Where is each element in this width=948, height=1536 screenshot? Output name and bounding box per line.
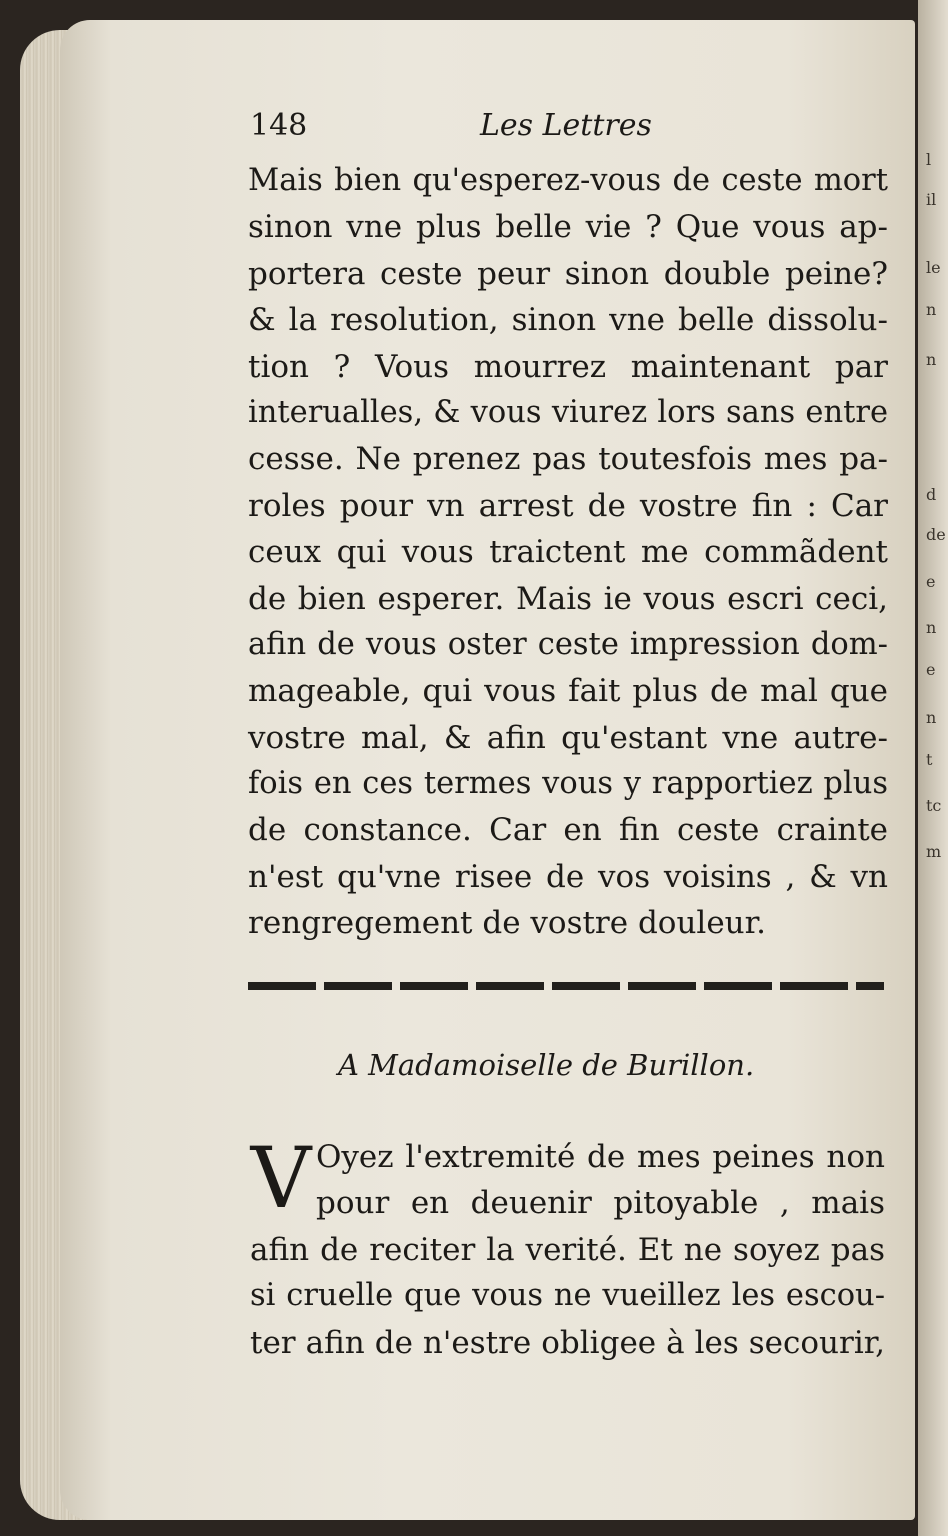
running-head <box>250 108 720 152</box>
text-line: vostre mal, & afin qu'estant vne autre- <box>248 719 888 756</box>
facing-fragment: e <box>926 572 936 591</box>
text-line: roles pour vn arrest de vostre fin : Car <box>248 487 888 524</box>
text-line: afin de vous oster ceste impression dom- <box>248 626 888 662</box>
facing-fragment: n <box>926 350 937 369</box>
text-line: de bien esperer. Mais ie vous escri ceci, <box>248 580 888 617</box>
facing-fragment: n <box>926 708 937 727</box>
facing-fragment: e <box>926 660 936 679</box>
section-divider-rule <box>248 982 884 990</box>
text-line: ceux qui vous traictent me commãdent <box>248 534 888 571</box>
text-line: afin de reciter la verité. Et ne soyez pas <box>250 1231 885 1268</box>
running-title: Les Lettres <box>480 108 652 143</box>
text-line: mageable, qui vous fait plus de mal que <box>248 673 888 710</box>
drop-cap: V <box>250 1129 312 1227</box>
text-line: interualles, & vous viurez lors sans entre <box>248 394 888 430</box>
facing-fragment: de <box>926 525 946 544</box>
text-line: & la resolution, sinon vne belle dissolu- <box>248 302 888 339</box>
letter-heading: A Madamoiselle de Burillon. <box>338 1048 755 1082</box>
page-number: 148 <box>250 108 308 143</box>
text-line: portera ceste peur sinon double peine? <box>248 255 888 292</box>
text-line: n'est qu'vne risee de vos voisins , & vn <box>248 858 888 895</box>
letter-text <box>250 1129 885 1366</box>
text-line: pour en deuenir pitoyable , mais <box>316 1185 885 1222</box>
text-line: Mais bien qu'esperez-vous de ceste mort <box>248 163 888 198</box>
body-text <box>248 158 888 947</box>
facing-fragment: t <box>926 750 933 769</box>
text-line: Oyez l'extremité de mes peines non <box>316 1139 885 1175</box>
facing-fragment: n <box>926 300 937 319</box>
facing-fragment: m <box>926 842 942 861</box>
text-line: tion ? Vous mourrez maintenant par <box>248 348 888 385</box>
facing-fragment: d <box>926 485 937 504</box>
facing-fragment: le <box>926 258 941 277</box>
text-line: si cruelle que vous ne vueillez les escou- <box>250 1278 885 1314</box>
text-line: cesse. Ne prenez pas toutesfois mes pa- <box>248 441 888 478</box>
facing-fragment: n <box>926 618 937 637</box>
facing-fragment: il <box>926 190 937 209</box>
facing-page-edge <box>918 0 948 1536</box>
text-line: fois en ces termes vous y rapportiez plus <box>248 766 888 802</box>
facing-fragment: l <box>926 150 932 169</box>
text-line: ter afin de n'estre obligee à les secourir, <box>250 1324 885 1361</box>
facing-fragment: tc <box>926 796 942 815</box>
text-line: de constance. Car en fin ceste crainte <box>248 812 888 849</box>
text-line: sinon vne plus belle vie ? Que vous ap- <box>248 209 888 246</box>
text-line: rengregement de vostre douleur. <box>248 905 766 942</box>
